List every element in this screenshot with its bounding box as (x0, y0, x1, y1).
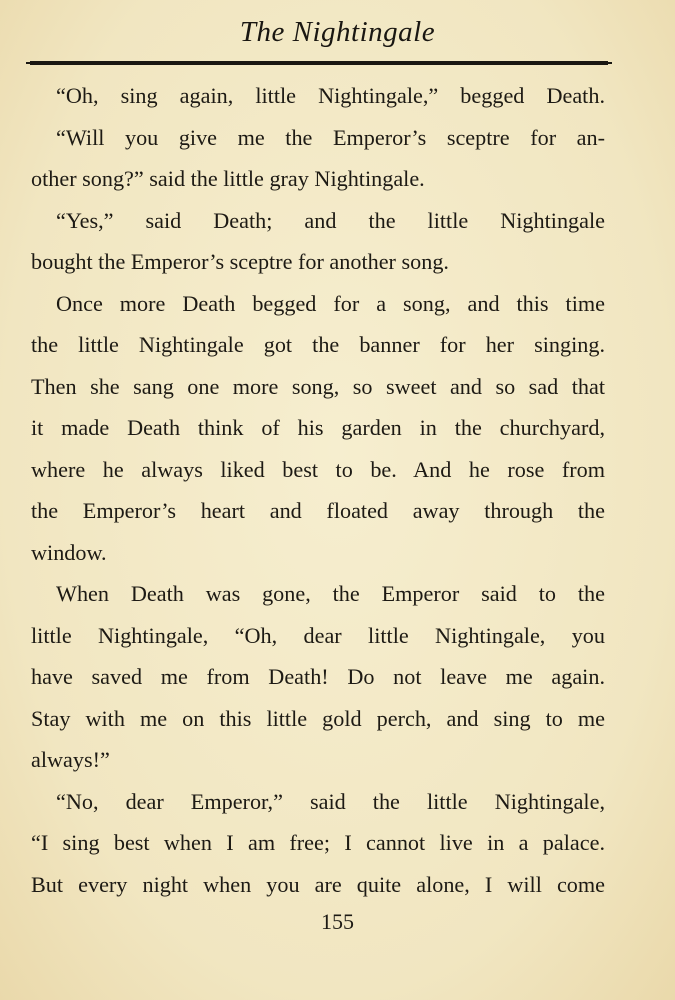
text-line: the little Nightingale got the banner for her singing. (31, 332, 605, 357)
text-line: the Emperor’s heart and floated away through the (31, 498, 605, 523)
running-head-title: The Nightingale (239, 16, 436, 48)
text-line: “I sing best when I am free; I cannot live in a palace. (31, 830, 605, 855)
page-number: 155 (321, 909, 354, 934)
text-line: Stay with me on this little gold perch, and sing to me (31, 705, 605, 731)
text-line: Once more Death begged for a song, and this time (56, 290, 605, 316)
text-line: “Oh, sing again, little Nightingale,” begged Death. (56, 83, 605, 108)
text-line: “No, dear Emperor,” said the little Nightingale, (56, 788, 605, 814)
text-line: But every night when you are quite alone, I will come (31, 871, 605, 897)
text-line: have saved me from Death! Do not leave me again. (31, 664, 605, 689)
header-rule (30, 61, 608, 65)
text-line: always!” (31, 747, 110, 772)
text-line: “Will you give me the Emperor’s sceptre for an- (56, 124, 605, 150)
text-line: where he always liked best to be. And he rose from (31, 456, 605, 482)
text-line: Then she sang one more song, so sweet and so sad that (31, 373, 605, 399)
text-line: it made Death think of his garden in the churchyard, (31, 415, 605, 440)
text-line: little Nightingale, “Oh, dear little Nightingale, you (31, 622, 605, 648)
text-line: other song?” said the little gray Nightingale. (31, 166, 425, 191)
text-line: window. (31, 539, 107, 565)
page-body-text (31, 75, 605, 905)
text-line: bought the Emperor’s sceptre for another song. (31, 249, 449, 274)
text-line: When Death was gone, the Emperor said to the (56, 581, 605, 606)
text-line: “Yes,” said Death; and the little Nightingale (56, 207, 605, 233)
